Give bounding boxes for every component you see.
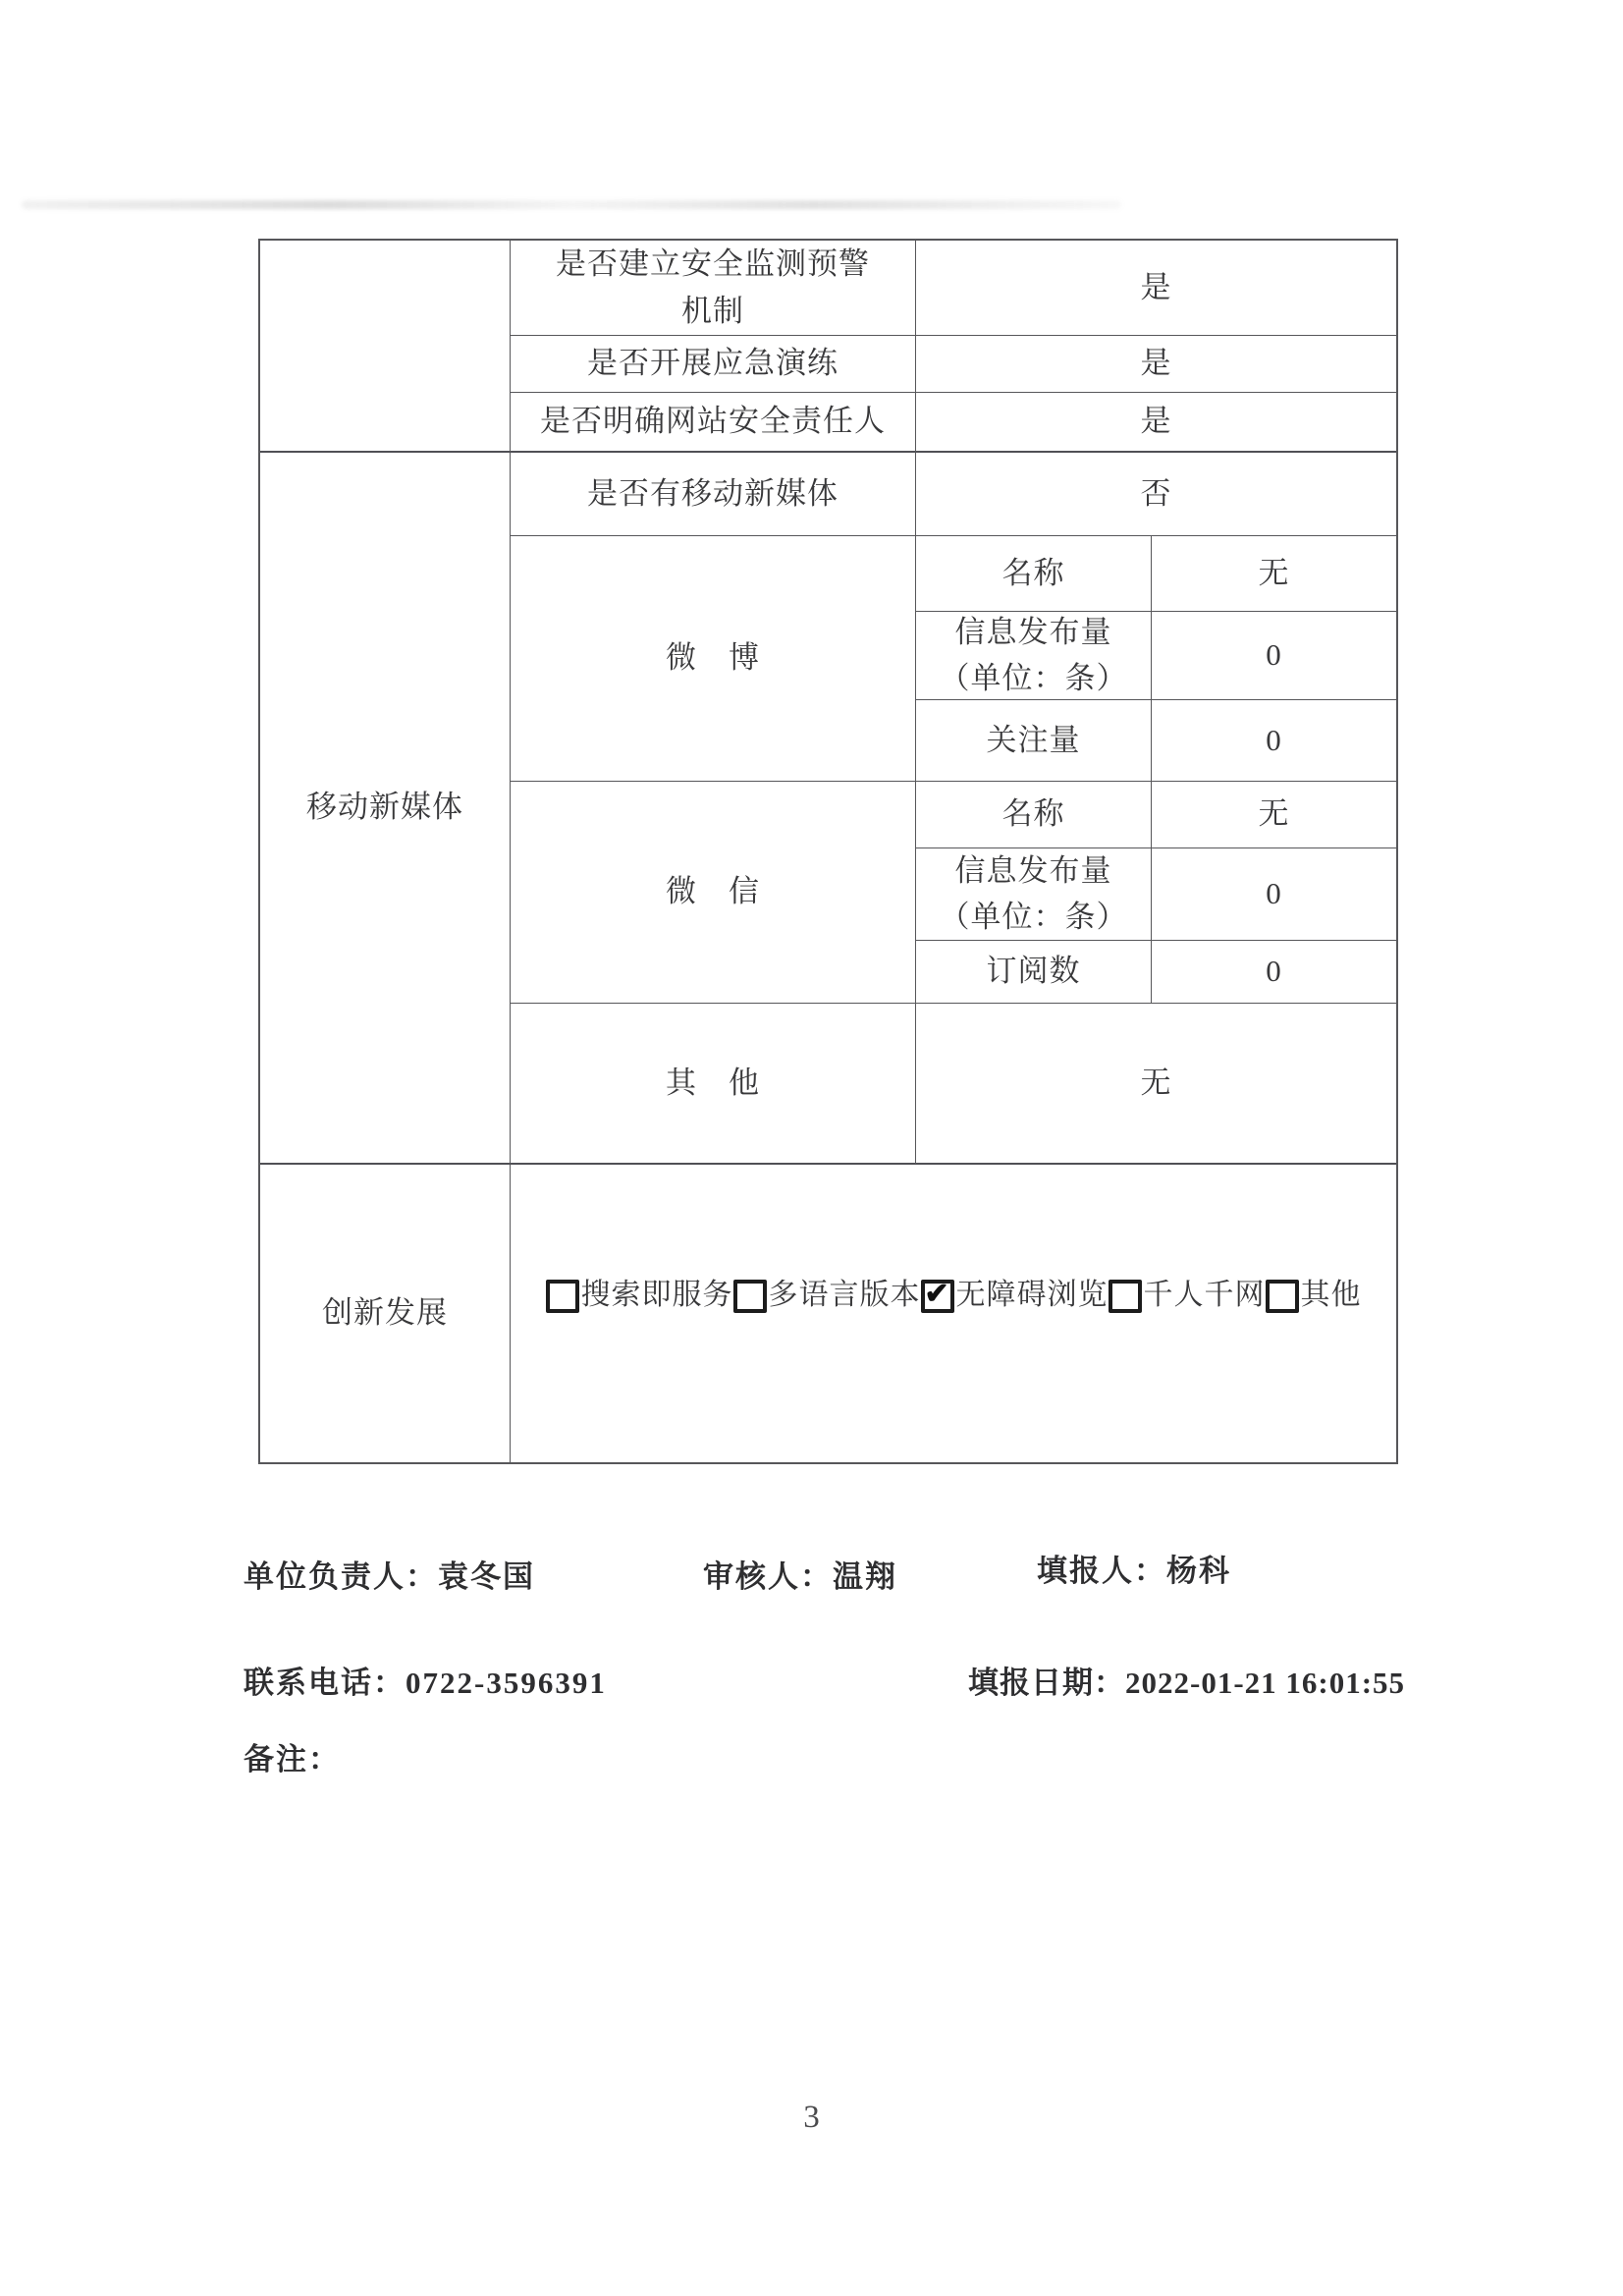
security-section-header-cell [260, 241, 511, 453]
weibo-name-label: 名称 [916, 536, 1152, 612]
innovation-option [1109, 1273, 1266, 1319]
unit-head-line: 单位负责人：袁冬国 [243, 1559, 535, 1594]
security-row-value: 是 [916, 336, 1396, 393]
checkbox-icon[interactable] [733, 1280, 767, 1313]
check-mark-icon: ✔ [924, 1277, 950, 1310]
innovation-option-label: 搜索即服务 [580, 1279, 733, 1312]
weibo-publish-label-line1: 信息发布量 [954, 615, 1112, 649]
weibo-followers-value: 0 [1152, 700, 1396, 782]
innovation-section-header: 创新发展 [260, 1165, 511, 1462]
weibo-publish-label-line2: （单位：条） [939, 660, 1128, 695]
innovation-option-label: 无障碍浏览 [955, 1279, 1109, 1312]
wechat-publish-value: 0 [1152, 848, 1396, 941]
fill-date-line: 填报日期：2022-01-21 16:01:55 [968, 1666, 1406, 1700]
has-new-media-label: 是否有移动新媒体 [511, 453, 916, 536]
security-row-label [511, 241, 916, 336]
checkbox-checked-icon[interactable] [921, 1277, 954, 1313]
weibo-name-value: 无 [1152, 536, 1396, 612]
weibo-title: 微 博 [511, 536, 916, 782]
innovation-option [546, 1273, 733, 1319]
wechat-name-value: 无 [1152, 782, 1396, 848]
security-row-label-line1: 是否建立安全监测预警 [556, 246, 870, 281]
page-number: 3 [803, 2100, 820, 2135]
innovation-option [733, 1273, 921, 1319]
report-table [258, 239, 1398, 1464]
weibo-publish-label [916, 612, 1152, 700]
remark-label: 备注： [243, 1742, 341, 1777]
security-row-label: 是否明确网站安全责任人 [511, 393, 916, 453]
wechat-subscribers-value: 0 [1152, 941, 1396, 1004]
filler-line: 填报人：杨科 [1037, 1554, 1231, 1588]
phone-line: 联系电话：0722-3596391 [243, 1666, 607, 1700]
wechat-title: 微 信 [511, 782, 916, 1004]
innovation-option [1266, 1273, 1362, 1319]
scan-artifact [22, 200, 1121, 209]
mobile-media-section-header: 移动新媒体 [260, 453, 511, 1165]
innovation-options-row [546, 1273, 1362, 1319]
innovation-option-label: 千人千网 [1143, 1279, 1266, 1312]
security-row-label: 是否开展应急演练 [511, 336, 916, 393]
wechat-publish-label-line1: 信息发布量 [954, 853, 1112, 888]
security-row-label-line2: 机制 [681, 294, 744, 328]
checkbox-icon[interactable] [1109, 1280, 1142, 1313]
innovation-option [921, 1273, 1109, 1319]
wechat-publish-label-line2: （单位：条） [939, 899, 1128, 934]
other-media-value: 无 [916, 1004, 1396, 1165]
weibo-followers-label: 关注量 [916, 700, 1152, 782]
wechat-publish-label [916, 848, 1152, 941]
checkbox-icon[interactable] [546, 1280, 579, 1313]
other-media-label: 其 他 [511, 1004, 916, 1165]
innovation-option-label: 多语言版本 [768, 1279, 921, 1312]
wechat-subscribers-label: 订阅数 [916, 941, 1152, 1004]
checkbox-icon[interactable] [1266, 1280, 1299, 1313]
weibo-publish-value: 0 [1152, 612, 1396, 700]
innovation-option-label: 其他 [1300, 1279, 1362, 1312]
security-row-value: 是 [916, 241, 1396, 336]
wechat-name-label: 名称 [916, 782, 1152, 848]
reviewer-line: 审核人：温翔 [703, 1559, 897, 1594]
innovation-options-cell [511, 1165, 1396, 1462]
security-row-value: 是 [916, 393, 1396, 453]
has-new-media-value: 否 [916, 453, 1396, 536]
